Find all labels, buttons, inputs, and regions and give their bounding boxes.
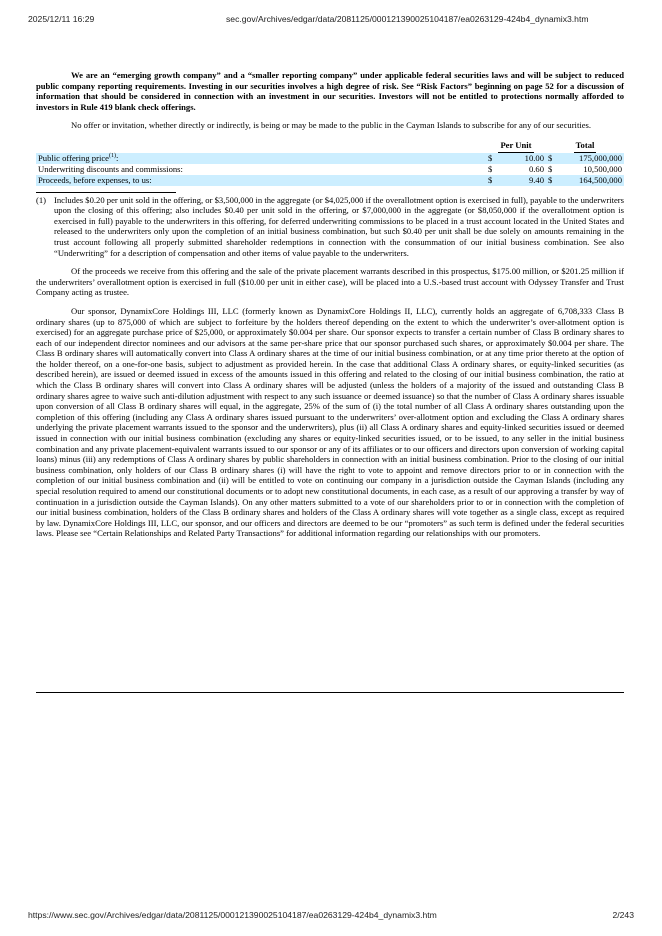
- print-footer-url: https://www.sec.gov/Archives/edgar/data/2081125/000121390025104187/ea0263129-424b4_dynamix3.htm: [28, 910, 437, 920]
- table-row: [36, 164, 624, 175]
- browser-print-footer: [28, 910, 634, 924]
- footnote-marker: (1): [36, 194, 47, 205]
- footnote-text: Includes $0.20 per unit sold in the offering, or $3,500,000 in the aggregate (or $4,025,000 if the overallotment option is exercised in full), payable to the underwriters upon the closing of this offering; also includes $0.40 per unit sold in the offering, or $7,000,000 in the aggregate (or $8,050,000 if the overallotment option is exercised in full) payable to the underwriters in this offering, for deferred underwriting commissions to be placed in a trust account located in the United States and released to the underwriters only upon the completion of an initial business combination, but such $0.40 per unit shall be due solely on amounts remaining in the trust account following all properly submitted shareholder redemptions in connection with the consummation of our initial business combination. See also “Underwriting” for a description of compensation and other items of value payable to the underwriters.: [54, 194, 624, 258]
- offering-table: [36, 140, 624, 186]
- cayman-notice: No offer or invitation, whether directly or indirectly, is being or may be made to the public in the Cayman Islands to subscribe for any of our securities.: [71, 120, 592, 131]
- currency-symbol: $: [546, 175, 558, 186]
- trust-proceeds-paragraph: Of the proceeds we receive from this offering and the sale of the private placement warrants described in this prospectus, $175.00 million, or $201.25 million if the underwriters’ overallotment option is exercised in full ($10.00 per unit in either case), will be placed into a U.S.-based trust account with Odyssey Transfer and Trust Company acting as trustee.: [36, 266, 624, 298]
- offering-table-header: [36, 140, 624, 153]
- row-label-suffix: :: [115, 152, 119, 163]
- currency-symbol: $: [486, 175, 498, 186]
- row-label: Underwriting discounts and commissions:: [38, 163, 183, 174]
- total-value: 175,000,000: [558, 153, 624, 164]
- table-row: [36, 175, 624, 186]
- page-bottom-rule: [36, 692, 624, 693]
- table-row: [36, 153, 624, 164]
- currency-symbol: $: [546, 153, 558, 164]
- currency-symbol: $: [486, 153, 498, 164]
- per-unit-header: Per Unit: [498, 140, 533, 153]
- footnote-1: [36, 195, 624, 259]
- print-datetime: 2025/12/11 16:29: [28, 14, 95, 24]
- footnote-ref[interactable]: (1): [108, 152, 116, 159]
- currency-symbol: $: [488, 163, 493, 174]
- row-label: Public offering price: [38, 152, 109, 163]
- total-header: Total: [574, 140, 597, 153]
- per-unit-value: 9.40: [498, 175, 546, 186]
- prospectus-page: [36, 70, 624, 539]
- sponsor-paragraph: Our sponsor, DynamixCore Holdings III, LLC (formerly known as DynamixCore Holdings II, LLC), currently holds an aggregate of 6,708,333 Class B ordinary shares (up to 875,000 of which are subject to forfeiture by the holders thereof depending on the extent to which the underwriter’s over-allotment option is exercised) for an aggregate purchase price of $25,000, or approximately $0.004 per share. Our sponsor expects to transfer a certain number of Class B ordinary shares to each of our independent director nominees and our advisors at the same per-share price that our sponsor purchased such shares, or approximately $0.004 per share. The Class B ordinary shares will automatically convert into Class A ordinary shares at the time of our initial business combination, or at any time prior thereto at the option of the holder thereof, on a one-for-one basis, subject to adjustment as provided herein. In the case that additional Class A ordinary shares, or equity-linked securities (as described herein), are issued or deemed issued in excess of the amounts issued in this offering and related to the closing of our initial business combination, the ratio at which the Class B ordinary shares will convert into Class A ordinary shares will be adjusted (unless the holders of a majority of the issued and outstanding Class B ordinary shares agree to waive such anti-dilution adjustment with respect to any such issuance or deemed issuance) so that the number of Class A ordinary shares issuable upon conversion of all Class B ordinary shares will equal, in the aggregate, 25% of the sum of (i) the total number of all Class A ordinary shares outstanding upon the completion of this offering (including any Class A ordinary shares issued pursuant to the underwriters’ over-allotment option and excluding the Class A ordinary shares underlying the private placement warrants issued to the sponsor and the underwriters), plus (ii) all Class A ordinary shares and equity-linked securities issued or deemed issued in connection with our initial business combination (excluding any shares or equity-linked securities issued, or to be issued, to any seller in the initial business combination and any private placement-equivalent warrants issued to our sponsor or any of its affiliates or to our officers and directors upon conversion of working capital loans) minus (iii) any redemptions of Class A ordinary shares by public shareholders in connection with an initial business combination. Prior to the closing of our initial business combination, only holders of our Class B ordinary shares (i) will have the right to vote to appoint and remove directors prior to or in connection with the completion of our initial business combination and (ii) will be entitled to vote on continuing our company in a jurisdiction outside the Cayman Islands (including any special resolution required to amend our constitutional documents or to adopt new constitutional documents, in each case, as a result of our approving a transfer by way of continuation in a jurisdiction outside the Cayman Islands). On any other matters submitted to a vote of our shareholders prior to or in connection with the completion of our initial business combination, holders of the Class B ordinary shares and holders of the Class A ordinary shares will vote together as a single class, except as required by law. DynamixCore Holdings III, LLC, our sponsor, and our officers and directors are deemed to be our “promoters” as such term is defined under the federal securities laws. Please see “Certain Relationships and Related Party Transactions” for additional information regarding our relationships with our promoters.: [36, 305, 624, 539]
- total-value: 10,500,000: [583, 163, 622, 174]
- print-header-url: sec.gov/Archives/edgar/data/2081125/000121390025104187/ea0263129-424b4_dynamix3.htm: [226, 14, 589, 24]
- currency-symbol: $: [548, 163, 553, 174]
- per-unit-value: 0.60: [528, 163, 544, 174]
- total-value: 164,500,000: [558, 175, 624, 186]
- intro-risk-statement: We are an “emerging growth company” and a “smaller reporting company” under applicable federal securities laws and will be subject to reduced public company reporting requirements. Investing in our securities involves a high degree of risk. See “Risk Factors” beginning on page 52 for a discussion of information that should be considered in connection with an investment in our securities. Investors will not be entitled to protections normally afforded to investors in Rule 419 blank check offerings.: [36, 70, 624, 112]
- row-label: Proceeds, before expenses, to us:: [38, 174, 152, 185]
- footnote-divider: [36, 192, 176, 193]
- browser-print-header: [28, 14, 634, 28]
- page-number: 2/243: [612, 910, 634, 920]
- per-unit-value: 10.00: [498, 153, 546, 164]
